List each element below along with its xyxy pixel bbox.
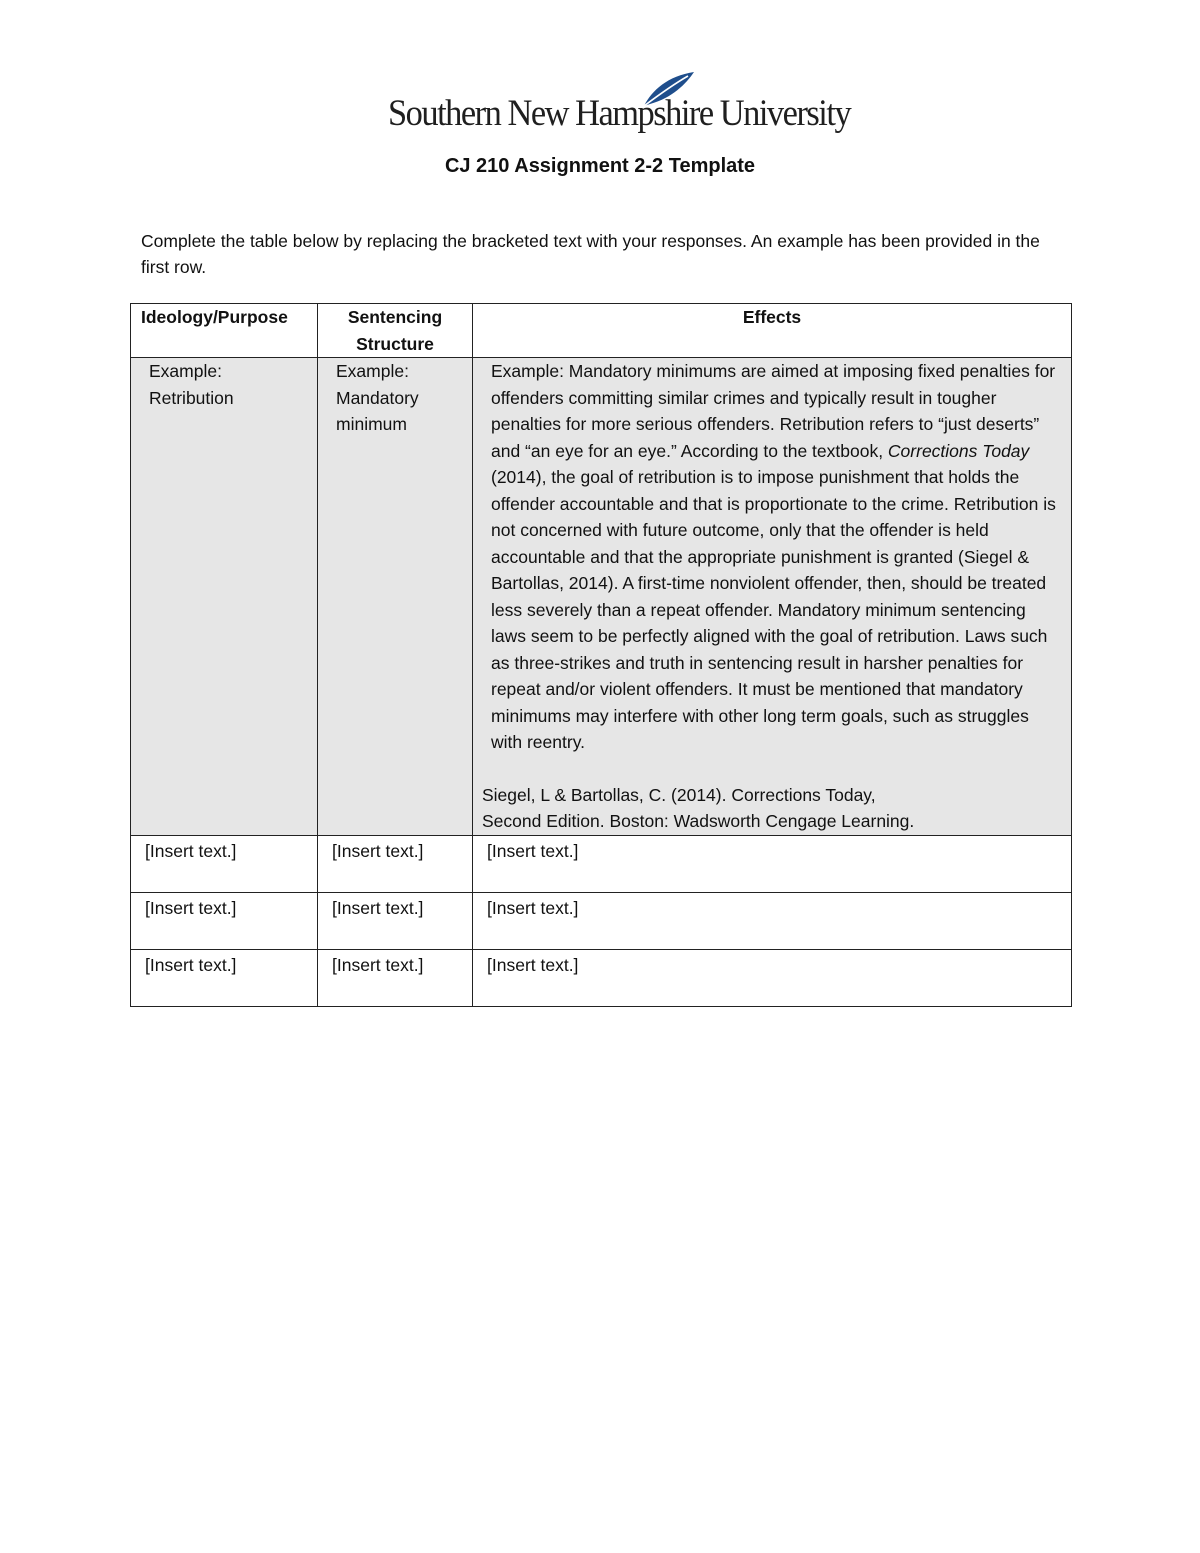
university-name: Southern New Hampshire University bbox=[388, 93, 851, 134]
example-row bbox=[131, 358, 1072, 836]
example-effects-text bbox=[491, 358, 1057, 756]
table-row bbox=[131, 949, 1072, 1006]
assignment-table bbox=[130, 303, 1072, 1007]
sentencing-input-cell[interactable]: [Insert text.] bbox=[318, 835, 473, 892]
example-effects-cell bbox=[473, 358, 1072, 836]
reference-line-2: Second Edition. Boston: Wadsworth Cengage Learning. bbox=[482, 811, 915, 831]
effects-text-part1: Example: Mandatory minimums are aimed at imposing fixed penalties for offenders committing similar crimes and typically result in tougher penalties for more serious offenders. Retribution refers to “just deserts” and “an eye for an eye.” According to the textbook, bbox=[491, 361, 1056, 461]
example-sentencing-cell: Example: Mandatory minimum bbox=[318, 358, 473, 836]
table-row bbox=[131, 835, 1072, 892]
effects-text-part2: (2014), the goal of retribution is to impose punishment that holds the offender accountable and that is proportionate to the crime. Retribution is not concerned with future outcome, only that the offender is held accountable and that the appropriate punishment is granted (Siegel & Bartollas, 2014). A first-time nonviolent offender, then, should be treated less severely than a repeat offender. Mandatory minimum sentencing laws seem to be perfectly aligned with the goal of retribution. Laws such as three-strikes and truth in sentencing result in harsher penalties for repeat and/or violent offenders. It must be mentioned that mandatory minimums may interfere with other long term goals, such as struggles with reentry. bbox=[491, 467, 1056, 752]
table-row bbox=[131, 892, 1072, 949]
effects-input-cell[interactable]: [Insert text.] bbox=[473, 892, 1072, 949]
header-effects: Effects bbox=[473, 304, 1072, 358]
effects-book-title: Corrections Today bbox=[887, 440, 1030, 461]
effects-input-cell[interactable]: [Insert text.] bbox=[473, 835, 1072, 892]
ideology-input-cell[interactable]: [Insert text.] bbox=[131, 892, 318, 949]
sentencing-input-cell[interactable]: [Insert text.] bbox=[318, 892, 473, 949]
university-logo bbox=[388, 70, 851, 136]
ideology-input-cell[interactable]: [Insert text.] bbox=[131, 949, 318, 1006]
sentencing-input-cell[interactable]: [Insert text.] bbox=[318, 949, 473, 1006]
instructions-text: Complete the table below by replacing the bracketed text with your responses. An example has been provided in the first row. bbox=[141, 231, 1040, 277]
table-header-row bbox=[131, 304, 1072, 358]
ideology-input-cell[interactable]: [Insert text.] bbox=[131, 835, 318, 892]
reference-line-1: Siegel, L & Bartollas, C. (2014). Corrections Today, bbox=[482, 784, 876, 805]
header-sentencing-structure: Sentencing Structure bbox=[318, 304, 473, 358]
header-ideology-purpose: Ideology/Purpose bbox=[131, 304, 318, 358]
effects-input-cell[interactable]: [Insert text.] bbox=[473, 949, 1072, 1006]
page-title: CJ 210 Assignment 2-2 Template bbox=[444, 155, 756, 177]
example-ideology-cell: Example: Retribution bbox=[131, 358, 318, 836]
reference-citation bbox=[482, 782, 1057, 835]
